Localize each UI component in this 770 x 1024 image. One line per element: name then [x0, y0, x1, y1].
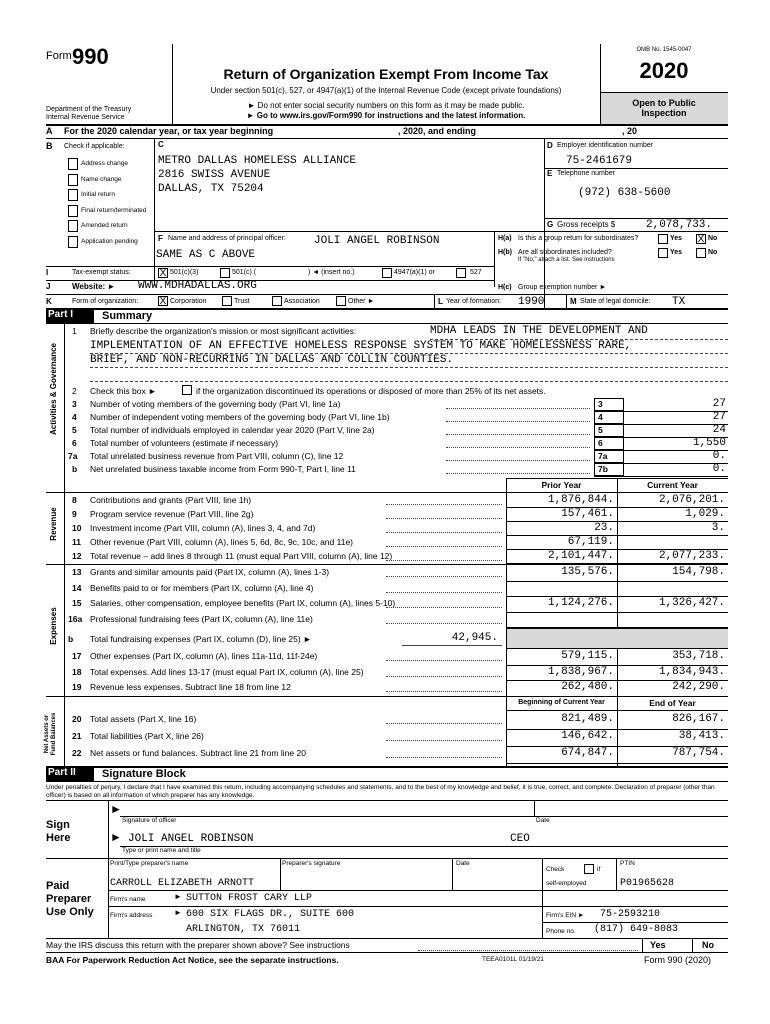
- ha-text: Is this a group return for subordinates?: [518, 235, 639, 242]
- rev-line-text: Program service revenue (Part VIII, line 2g): [90, 509, 254, 519]
- preparer-date-caption: Date: [456, 860, 470, 867]
- rev-line-prior: 67,119.: [567, 536, 614, 548]
- discuss-no[interactable]: No: [702, 940, 714, 950]
- net-line-prior: 146,642.: [561, 730, 614, 742]
- leader-dots: [446, 434, 590, 435]
- net-line-current: 826,167.: [672, 713, 725, 725]
- status-4947-checkbox[interactable]: [382, 268, 392, 278]
- mission-line-3: BRIEF, AND NON-RECURRING IN DALLAS AND COLLIN COUNTIES.: [90, 354, 454, 366]
- firm-name-caption: Firm's name: [110, 896, 146, 903]
- omb-number: OMB No. 1545-0047: [636, 47, 692, 53]
- net-line-current: 38,413.: [678, 730, 725, 742]
- footer-form: Form 990 (2020): [644, 955, 712, 965]
- firm-name-arrow: ►: [174, 892, 182, 901]
- gov-line-number: b: [72, 464, 78, 474]
- col-current-year: Current Year: [647, 480, 698, 490]
- col-end-year: End of Year: [649, 698, 696, 708]
- line-f-label: F: [158, 234, 163, 243]
- line1-number: 1: [72, 326, 77, 336]
- hb-label: H(b): [498, 249, 512, 256]
- rev-line-prior: 23.: [594, 522, 614, 534]
- rev-line-text: Other revenue (Part VIII, column (A), lines 5, 6d, 8c, 9c, 10c, and 11e): [90, 537, 353, 547]
- preparer-signature-caption: Preparer's signature: [282, 860, 341, 867]
- leader-dots: [386, 576, 502, 577]
- preparer-name-caption: Print/Type preparer's name: [110, 860, 189, 867]
- association-label: Association: [284, 298, 320, 305]
- rev-line-number: 10: [72, 523, 82, 533]
- paid-label-1: Paid: [46, 880, 70, 892]
- officer-print-name: JOLI ANGEL ROBINSON: [128, 833, 254, 845]
- sign-arrow-1: ►: [110, 802, 122, 816]
- paid-label-2: Preparer: [46, 893, 92, 905]
- exp-line-number: 15: [72, 598, 82, 608]
- if-caption: if: [597, 866, 601, 873]
- exp-line-text: Professional fundraising fees (Part IX, column (A), line 11e): [90, 613, 313, 624]
- ha-label: H(a): [498, 235, 512, 242]
- dept-irs: Internal Revenue Service: [46, 114, 125, 121]
- ha-yes-label: Yes: [670, 235, 683, 242]
- phone-title: Telephone number: [557, 170, 615, 177]
- net-line-current: 787,754.: [672, 747, 725, 759]
- side-activities-governance: Activities & Governance: [49, 342, 58, 436]
- net-line-rule: [506, 763, 728, 764]
- year-formation-title: Year of formation:: [446, 298, 501, 305]
- gov-line-value: 0.: [712, 463, 726, 475]
- gov-line-box-label: 7a: [598, 451, 608, 461]
- status-501c3-label: 501(c)(3): [170, 269, 199, 276]
- ha-no-checkbox[interactable]: X: [697, 234, 705, 245]
- phone-value: (972) 638-5600: [578, 187, 671, 199]
- firm-address-1: 600 SIX FLAGS DR., SUITE 600: [186, 909, 355, 920]
- leader-dots: [446, 473, 590, 474]
- firm-address-caption: Firm's address: [110, 912, 153, 919]
- baa-notice: BAA For Paperwork Reduction Act Notice, see the separate instructions.: [46, 955, 339, 965]
- gov-line-number: 3: [72, 399, 77, 409]
- mission-line-1: MDHA LEADS IN THE DEVELOPMENT AND: [430, 325, 648, 337]
- leader-dots: [386, 532, 502, 533]
- tax-exempt-title: Tax-exempt status:: [72, 269, 131, 276]
- part2-title: Signature Block: [102, 768, 186, 780]
- line-j-label: J: [46, 282, 51, 291]
- officer-print-title: CEO: [510, 833, 530, 845]
- status-insert-no: ) ◄ (insert no.): [308, 269, 355, 276]
- firm-phone-caption: Phone no.: [546, 928, 576, 935]
- discuss-yes[interactable]: Yes: [650, 940, 666, 950]
- exp-line-text: Total expenses. Add lines 13-17 (must equal Part IX, column (A), line 25): [90, 666, 364, 677]
- preparer-ptin: P01965628: [620, 878, 675, 889]
- firm-ein: 75-2593210: [600, 909, 661, 920]
- domicile-title: State of legal domicile:: [580, 298, 651, 305]
- exp-line-text: Other expenses (Part IX, column (A), lines 11a-11d, 11f-24e): [90, 651, 318, 661]
- line-c-label: C: [158, 140, 164, 149]
- self-employed-checkbox[interactable]: [584, 864, 594, 874]
- line16b-number: b: [68, 634, 74, 644]
- status-4947-label: 4947(a)(1) or: [394, 269, 435, 276]
- rev-line-number: 12: [72, 551, 82, 561]
- hc-text: Group exemption number ►: [518, 284, 607, 291]
- check-applicable-checkbox[interactable]: [68, 205, 78, 217]
- exp-line-current: 1,834,943.: [658, 665, 725, 678]
- tax-year: 2020: [639, 58, 689, 83]
- rev-line-current: 3.: [711, 522, 725, 534]
- rev-line-prior: 2,101,447.: [547, 550, 614, 562]
- form-number: 990: [72, 44, 109, 69]
- leader-dots: [386, 691, 502, 692]
- line-k-label: K: [46, 297, 52, 306]
- net-line-number: 20: [72, 714, 82, 724]
- line-a-mid: , 2020, and ending: [398, 126, 477, 136]
- form-subtitle: Under section 501(c), 527, or 4947(a)(1) of the Internal Revenue Code (except private foundations): [210, 86, 562, 95]
- rev-line-number: 9: [72, 509, 77, 519]
- line-d-label: D: [547, 141, 553, 150]
- signature-officer-caption: Signature of officer: [122, 817, 177, 824]
- ein-title: Employer identification number: [557, 142, 654, 149]
- line2-number: 2: [72, 386, 77, 396]
- leader-dots: [386, 757, 502, 758]
- officer-title: Name and address of principal officer:: [168, 235, 286, 242]
- line1-text: Briefly describe the organization's mission or most significant activities:: [90, 326, 357, 336]
- hb-text: Are all subordinates included?: [518, 249, 612, 256]
- hb-yes-label: Yes: [670, 249, 683, 256]
- exp-line-prior: 579,115.: [561, 650, 614, 662]
- trust-checkbox[interactable]: [222, 296, 232, 306]
- line-g-label: G: [547, 220, 554, 229]
- ptin-caption: PTIN: [620, 860, 635, 867]
- leader-dots: [446, 460, 590, 461]
- form-of-org-title: Form of organization:: [72, 298, 139, 305]
- corporation-checkbox[interactable]: X: [159, 296, 167, 307]
- gov-line-box-label: 6: [598, 438, 603, 448]
- rev-line-prior: 157,461.: [561, 508, 614, 520]
- check-applicable-item: Amended return: [81, 222, 128, 229]
- exp-line-prior: 1,124,276.: [547, 597, 614, 609]
- side-expenses: Expenses: [49, 607, 58, 645]
- rev-line-number: 11: [72, 537, 81, 547]
- discontinued-checkbox[interactable]: [182, 385, 192, 395]
- rev-line-current: 1,029.: [685, 508, 725, 520]
- hb-no-checkbox[interactable]: [696, 248, 706, 258]
- exp-line-text: Grants and similar amounts paid (Part IX, column (A), lines 1-3): [90, 567, 330, 577]
- exp-line-prior: 135,576.: [561, 566, 614, 578]
- exp-line-prior: 262,480.: [561, 681, 614, 693]
- gov-line-text: Total number of volunteers (estimate if necessary): [90, 438, 279, 448]
- net-line-text: Net assets or fund balances. Subtract line 21 from line 20: [90, 748, 306, 758]
- check-applicable-item: Address change: [81, 160, 128, 167]
- firm-name: SUTTON FROST CARY LLP: [186, 893, 313, 904]
- col-prior-year: Prior Year: [541, 480, 582, 490]
- gov-line-number: 4: [72, 412, 77, 422]
- gov-line-value: 24: [712, 424, 726, 436]
- leader-dots: [386, 518, 502, 519]
- line-e-label: E: [547, 169, 553, 178]
- gov-line-number: 7a: [68, 451, 78, 461]
- gov-line-value: 27: [712, 398, 726, 410]
- leader-dots: [386, 560, 502, 561]
- exp-line-text: Benefits paid to or for members (Part IX, column (A), line 4): [90, 582, 314, 593]
- open-inspection-1: Open to Public: [632, 98, 696, 108]
- exp-line-number: 17: [72, 651, 82, 661]
- line-a-label: A: [46, 126, 53, 136]
- gov-line-text: Total unrelated business revenue from Part VIII, column (C), line 12: [90, 451, 344, 461]
- hb-yes-checkbox[interactable]: [658, 248, 668, 258]
- gov-line-number: 5: [72, 425, 77, 435]
- org-city: DALLAS, TX 75204: [158, 183, 264, 195]
- check-applicable-item: Name change: [81, 175, 122, 183]
- gov-line-text: Net unrelated business taxable income from Form 990-T, Part I, line 11: [90, 464, 356, 474]
- officer-name: JOLI ANGEL ROBINSON: [314, 235, 440, 247]
- type-name-caption: Type or print name and title: [122, 847, 201, 854]
- status-527-checkbox[interactable]: [456, 268, 466, 278]
- gov-line-box-label: 4: [598, 412, 603, 422]
- association-checkbox[interactable]: [272, 296, 282, 306]
- open-inspection-2: Inspection: [641, 108, 687, 118]
- leader-dots: [386, 592, 502, 593]
- exp-line-number: 14: [72, 582, 82, 593]
- check-applicable-item: Final return/terminated: [81, 206, 147, 214]
- gov-line-rule: [594, 476, 728, 477]
- line16b-value: 42,945.: [451, 632, 498, 644]
- exp-line-number: 18: [72, 666, 82, 677]
- rev-line-number: 8: [72, 495, 77, 505]
- gov-line-box-label: 3: [598, 399, 603, 409]
- line2-text-b: if the organization discontinued its operations or disposed of more than 25% of its net assets.: [196, 386, 546, 396]
- rev-line-text: Contributions and grants (Part VIII, line 1h): [90, 495, 252, 505]
- leader-dots: [446, 447, 590, 448]
- leader-dots: [446, 408, 590, 409]
- rev-line-text: Investment income (Part VIII, column (A), lines 3, 4, and 7d): [90, 523, 316, 533]
- dept-treasury: Department of the Treasury: [46, 106, 132, 113]
- gov-line-value: 0.: [712, 450, 726, 462]
- line2-text-a: Check this box ►: [90, 386, 157, 396]
- mission-line-2: IMPLEMENTATION OF AN EFFECTIVE HOMELESS RESPONSE SYSTEM TO MAKE HOMELESSNESS RARE,: [90, 340, 632, 352]
- leader-dots: [386, 623, 502, 624]
- side-revenue: Revenue: [49, 507, 58, 541]
- website-value[interactable]: WWW.MDHADALLAS.ORG: [138, 280, 257, 292]
- gov-line-number: 6: [72, 438, 77, 448]
- net-line-prior: 674,847.: [561, 747, 614, 759]
- ein-value: 75-2461679: [566, 155, 633, 167]
- net-line-text: Total assets (Part X, line 16): [90, 714, 197, 724]
- self-employed-caption: self-employed: [546, 880, 587, 887]
- exp-line-text: Salaries, other compensation, employee benefits (Part IX, column (A), lines 5-10): [90, 598, 396, 608]
- gov-line-text: Total number of individuals employed in calendar year 2020 (Part V, line 2a): [90, 425, 375, 435]
- exp-line-current: 353,718.: [672, 650, 725, 662]
- preparer-name: CARROLL ELIZABETH ARNOTT: [110, 878, 255, 889]
- rev-line-text: Total revenue – add lines 8 through 11 (must equal Part VIII, column (A), line 12): [90, 551, 393, 561]
- leader-dots: [386, 676, 502, 677]
- check-applicable-item: Initial return: [81, 191, 115, 198]
- gov-line-box-label: 7b: [598, 464, 608, 474]
- leader-dots: [386, 723, 502, 724]
- hc-label: H(c): [498, 284, 512, 291]
- gov-line-text: Number of independent voting members of the governing body (Part VI, line 1b): [90, 412, 390, 422]
- other-checkbox[interactable]: [336, 296, 346, 306]
- check-applicable: Check if applicable:: [64, 143, 125, 150]
- firm-ein-caption: Firm's EIN ►: [546, 912, 585, 919]
- check-caption: Check: [546, 866, 565, 873]
- exp-line-text: Revenue less expenses. Subtract line 18 from line 12: [90, 682, 291, 692]
- leader-dots: [386, 504, 502, 505]
- leader-dots: [386, 607, 502, 608]
- officer-address: SAME AS C ABOVE: [156, 249, 256, 261]
- check-applicable-checkbox[interactable]: [68, 174, 78, 186]
- exp-line-current: 1,326,427.: [658, 597, 725, 609]
- rev-line-prior: 1,876,844.: [547, 494, 614, 506]
- ssn-note: ► Do not enter social security numbers on this form as it may be made public.: [247, 101, 525, 110]
- net-line-prior: 821,489.: [561, 713, 614, 725]
- exp-line-current: 242,290.: [672, 681, 725, 693]
- form-code: TEEA0101L 01/19/21: [482, 956, 544, 963]
- gov-line-text: Number of voting members of the governing body (Part VI, line 1a): [90, 399, 341, 409]
- line16b-text: Total fundraising expenses (Part IX, column (D), line 25) ►: [90, 634, 312, 644]
- exp-line-prior: 1,838,967.: [547, 665, 614, 678]
- firm-address-2: ARLINGTON, TX 76011: [186, 924, 301, 935]
- status-501c-checkbox[interactable]: [220, 268, 230, 278]
- discuss-text: May the IRS discuss this return with the preparer shown above? See instructions: [46, 940, 350, 950]
- line-m-label: M: [570, 297, 577, 306]
- exp-line-number: 19: [72, 682, 82, 692]
- ha-no-label: No: [708, 235, 718, 242]
- leader-dots: [386, 546, 502, 547]
- line-i-label: I: [46, 268, 49, 277]
- corporation-label: Corporation: [170, 298, 207, 305]
- hb-note: If "No," attach a list. See instructions: [518, 257, 615, 263]
- ha-yes-checkbox[interactable]: [658, 234, 668, 244]
- part1-title: Summary: [102, 310, 153, 322]
- year-formation-value: 1990: [518, 296, 545, 308]
- gross-title: Gross receipts $: [557, 220, 616, 229]
- form-990: [46, 44, 728, 974]
- exp-line-current: 154,798.: [672, 566, 725, 578]
- rev-line-current: 2,077,233.: [658, 550, 725, 562]
- part2-label: Part II: [46, 767, 94, 781]
- gov-line-box-label: 5: [598, 425, 603, 435]
- exp-line-rule: [506, 612, 728, 613]
- leader-dots: [446, 421, 590, 422]
- rev-line-current: 2,076,201.: [658, 494, 725, 506]
- paid-label-3: Use Only: [46, 906, 94, 918]
- leader-dots: [386, 740, 502, 741]
- line-l-label: L: [438, 297, 443, 306]
- status-527-label: 527: [470, 269, 482, 276]
- net-line-number: 22: [72, 748, 82, 758]
- status-501c3-checkbox[interactable]: X: [159, 268, 167, 279]
- line-a-text: For the 2020 calendar year, or tax year beginning: [64, 126, 274, 136]
- gross-value: 2,078,733.: [646, 219, 713, 231]
- leader-dots: [386, 660, 502, 661]
- check-applicable-checkbox[interactable]: [68, 220, 78, 232]
- status-501c-label: 501(c) (: [232, 269, 257, 276]
- sign-label-1: Sign: [46, 819, 70, 831]
- check-applicable-checkbox[interactable]: [68, 236, 78, 248]
- penalty-statement: Under penalties of perjury, I declare that I have examined this return, including accompanying schedules and statements, and to the best of my knowledge and belief, it is true, correct, and complete. Declaration of preparer (other than officer) is based on all information of which preparer has any knowledge.: [46, 784, 715, 799]
- exp-line-number: 16a: [68, 613, 83, 624]
- hb-no-label: No: [708, 249, 718, 256]
- domicile-value: TX: [672, 296, 686, 308]
- line-a-end: , 20: [622, 126, 638, 136]
- check-applicable-item: Application pending: [81, 237, 138, 245]
- org-name: METRO DALLAS HOMELESS ALLIANCE: [158, 155, 357, 167]
- irs-link-note[interactable]: ► Go to www.irs.gov/Form990 for instructions and the latest information.: [246, 111, 526, 120]
- check-applicable-checkbox[interactable]: [68, 158, 78, 170]
- signature-date-caption: Date: [536, 817, 550, 824]
- firm-phone: (817) 649-8083: [594, 924, 679, 935]
- line-b-label: B: [46, 141, 53, 151]
- gov-line-value: 1,550: [692, 437, 726, 449]
- part1-label: Part I: [46, 309, 94, 323]
- form-word: Form: [46, 50, 72, 62]
- website-title: Website: ►: [72, 282, 116, 291]
- check-applicable-checkbox[interactable]: [68, 189, 78, 201]
- org-street: 2816 SWISS AVENUE: [158, 169, 271, 181]
- sign-arrow-2: ►: [110, 830, 122, 844]
- trust-label: Trust: [234, 298, 250, 305]
- sign-label-2: Here: [46, 832, 71, 844]
- exp-line-number: 13: [72, 567, 82, 577]
- net-line-number: 21: [72, 731, 82, 741]
- side-net-assets: Net Assets or Fund Balances: [44, 712, 57, 756]
- net-line-text: Total liabilities (Part X, line 26): [90, 731, 204, 741]
- gov-line-value: 27: [712, 411, 726, 423]
- firm-address-arrow: ►: [174, 908, 182, 917]
- form-title: Return of Organization Exempt From Income Tax: [223, 66, 549, 82]
- exp-line-rule: [506, 581, 728, 582]
- col-beginning-year: Beginning of Current Year: [518, 699, 605, 706]
- other-label: Other ►: [348, 298, 375, 305]
